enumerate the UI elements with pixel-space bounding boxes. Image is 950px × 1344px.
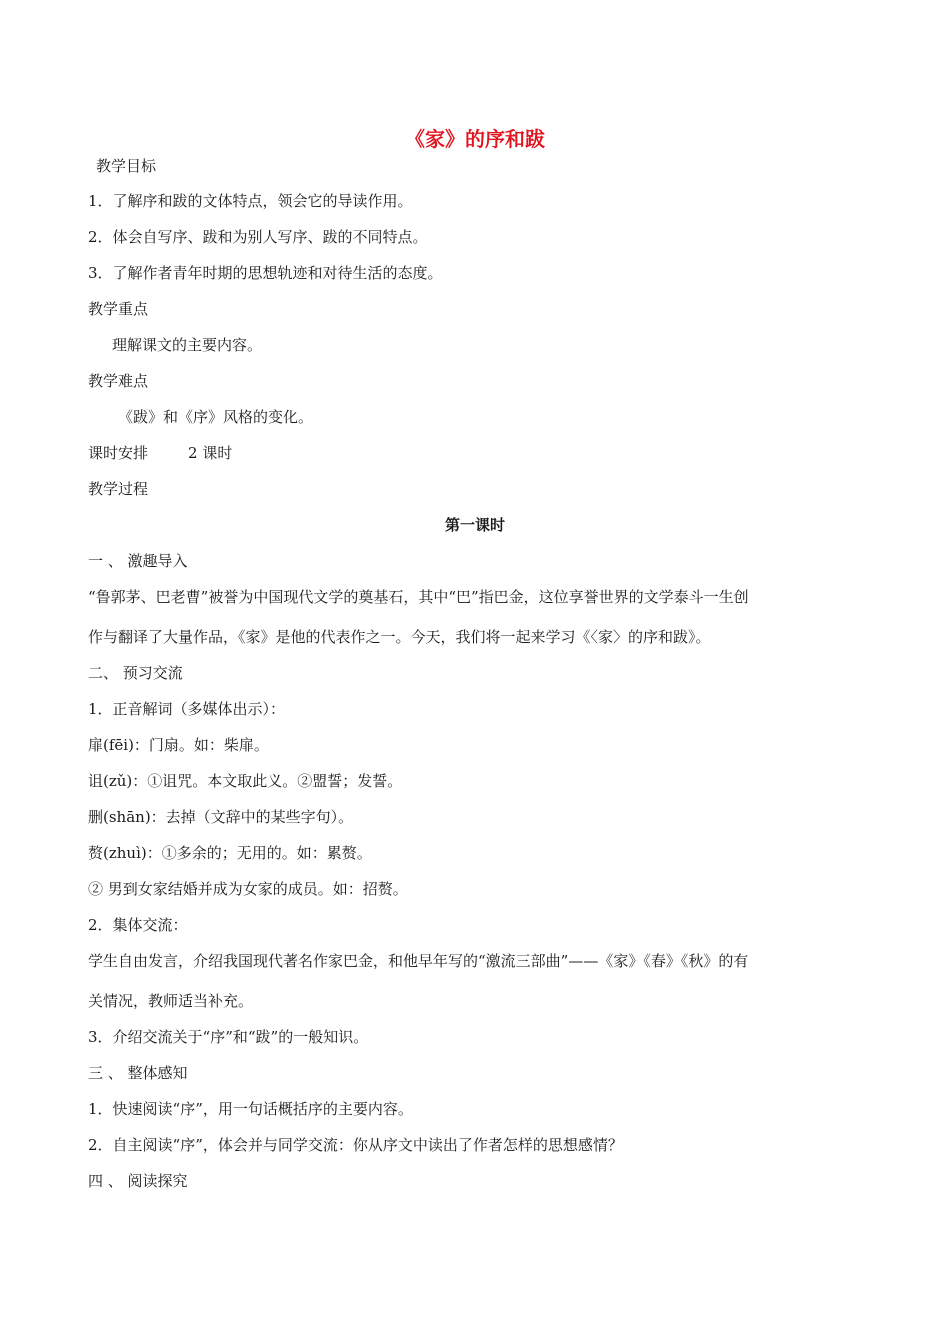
paragraph-line: 3．介绍交流关于“序”和“跋”的一般知识。 (88, 1028, 369, 1046)
paragraph-line: 2．自主阅读“序”，体会并与同学交流：你从序文中读出了作者怎样的思想感情？ (88, 1136, 623, 1154)
section-heading-explore: 四 、 阅读探究 (88, 1172, 188, 1190)
paragraph-line: 1．正音解词（多媒体出示）： (88, 700, 286, 718)
objective-item: 3．了解作者青年时期的思想轨迹和对待生活的态度。 (88, 264, 443, 282)
schedule-value: 2 课时 (188, 444, 233, 462)
document-title: 《家》的序和跋 (405, 127, 545, 151)
section-heading-intro: 一 、 激趣导入 (88, 552, 188, 570)
vocab-line: ② 男到女家结婚并成为女家的成员。如：招赘。 (88, 880, 408, 898)
paragraph-line: 学生自由发言，介绍我国现代著名作家巴金，和他早年写的“激流三部曲”——《家》《春》《秋》的有 (88, 952, 749, 970)
paragraph-line: “鲁郭茅、巴老曹”被誉为中国现代文学的奠基石，其中“巴”指巴金，这位享誉世界的文学泰斗一生创 (88, 588, 749, 606)
schedule-line (88, 442, 232, 464)
objective-item: 2．体会自写序、跋和为别人写序、跋的不同特点。 (88, 228, 428, 246)
vocab-line: 赘(zhuì)：①多余的；无用的。如：累赘。 (88, 844, 372, 862)
objective-item: 1．了解序和跋的文体特点，领会它的导读作用。 (88, 192, 413, 210)
section-heading-overview: 三 、 整体感知 (88, 1064, 188, 1082)
difficulty-heading: 教学难点 (88, 372, 149, 390)
vocab-line: 诅(zǔ)：①诅咒。本文取此义。②盟誓；发誓。 (88, 772, 403, 790)
paragraph-line: 1．快速阅读“序”，用一句话概括序的主要内容。 (88, 1100, 413, 1118)
vocab-line: 扉(fēi)：门扇。如：柴扉。 (88, 736, 269, 754)
focus-heading: 教学重点 (88, 300, 149, 318)
vocab-line: 删(shān)：去掉（文辞中的某些字句）。 (88, 808, 354, 826)
paragraph-line: 作与翻译了大量作品，《家》是他的代表作之一。今天，我们将一起来学习《〈家〉的序和跋》。 (88, 628, 711, 646)
paragraph-line: 关情况，教师适当补充。 (88, 992, 254, 1010)
focus-text: 理解课文的主要内容。 (112, 336, 263, 354)
process-heading: 教学过程 (88, 480, 149, 498)
schedule-label: 课时安排 (88, 444, 149, 462)
section-heading-preview: 二、 预习交流 (88, 664, 183, 682)
lesson-title: 第一课时 (444, 516, 505, 534)
objectives-heading: 教学目标 (96, 157, 157, 175)
difficulty-text: 《跋》和《序》风格的变化。 (118, 408, 314, 426)
paragraph-line: 2．集体交流： (88, 916, 188, 934)
